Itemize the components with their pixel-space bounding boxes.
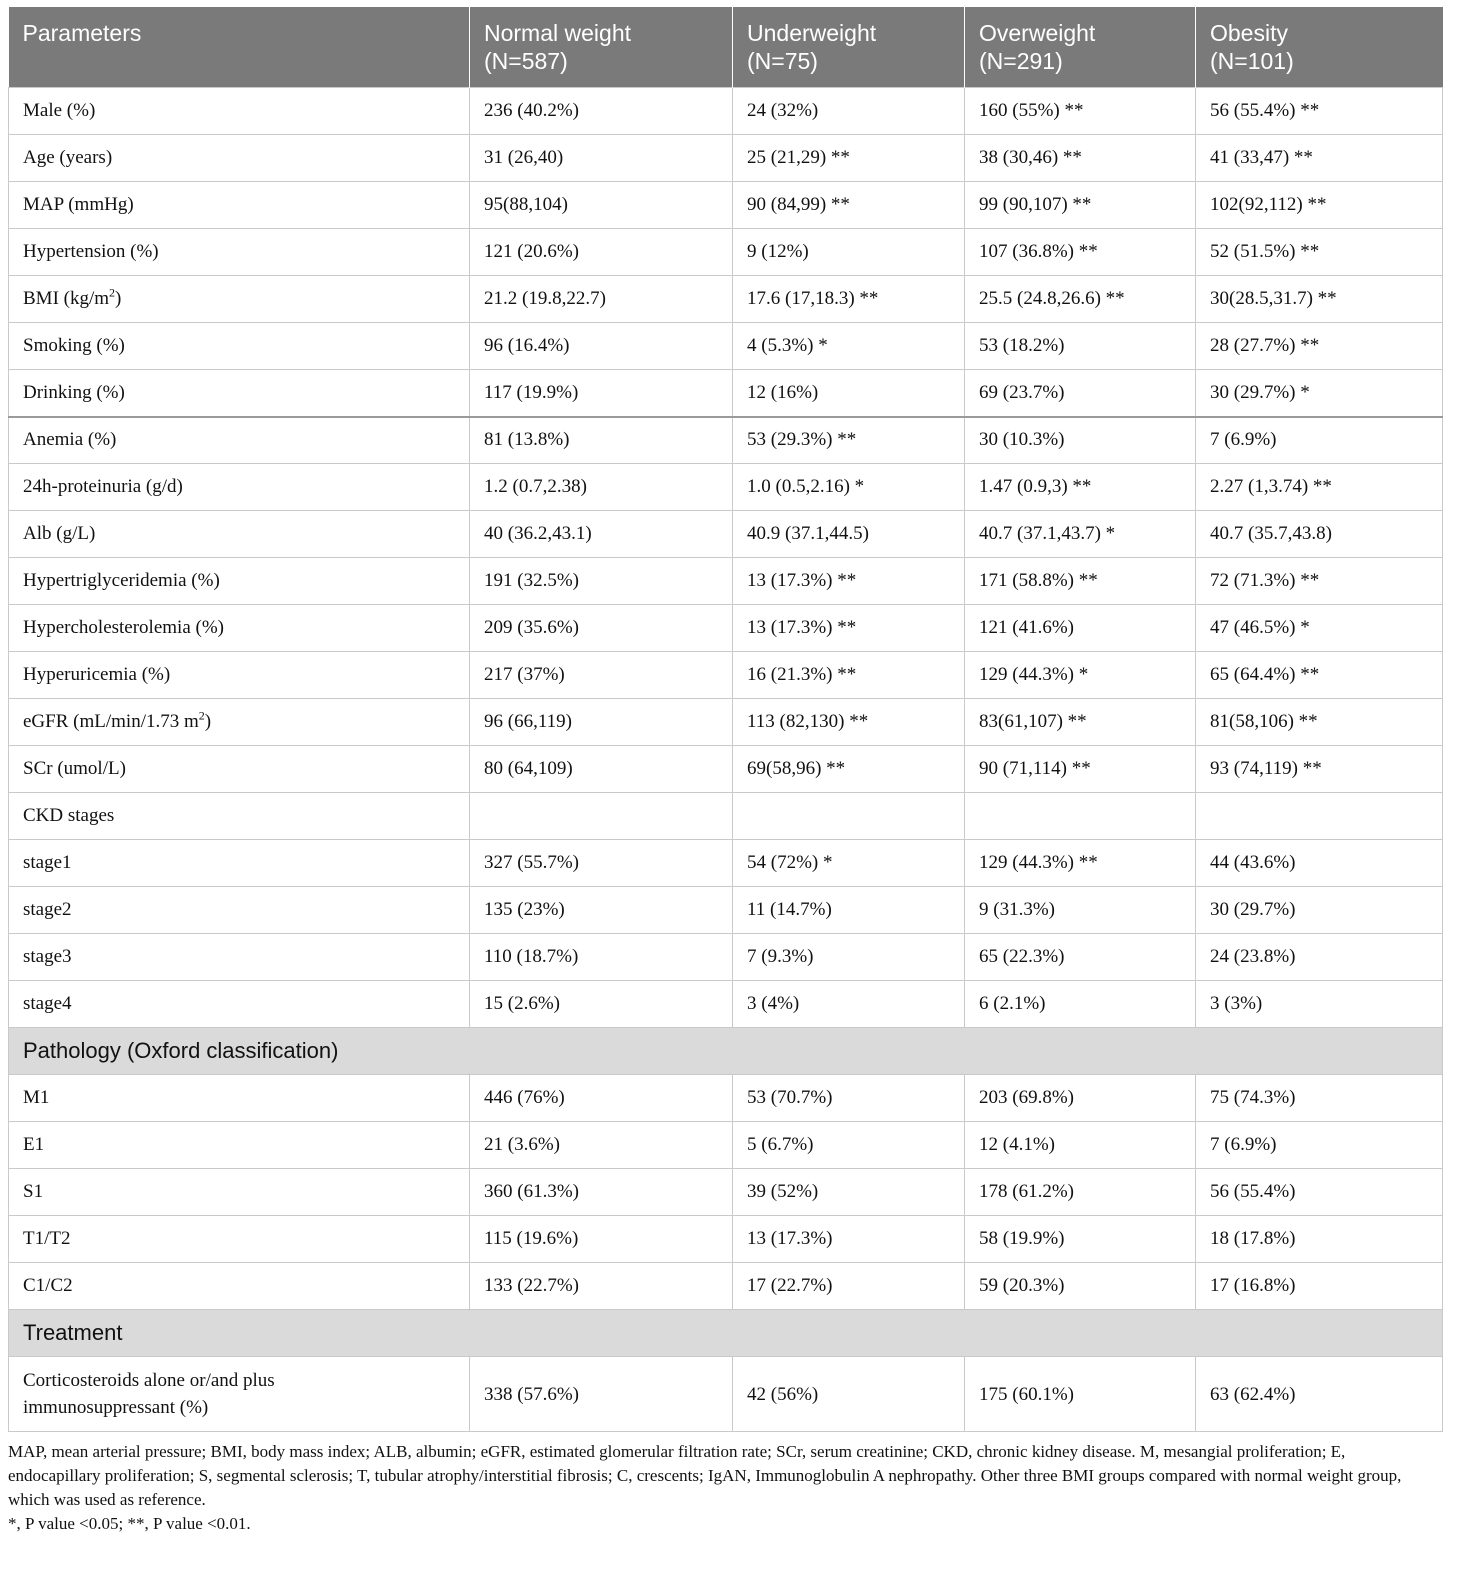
table-cell: 63 (62.4%) — [1196, 1357, 1443, 1432]
table-cell: 16 (21.3%) ** — [733, 652, 965, 699]
table-cell: 2.27 (1,3.74) ** — [1196, 464, 1443, 511]
table-cell: 117 (19.9%) — [470, 370, 733, 417]
column-header-count: (N=101) — [1210, 48, 1294, 74]
table-cell: 17 (16.8%) — [1196, 1263, 1443, 1310]
table-cell: 1.0 (0.5,2.16) * — [733, 464, 965, 511]
table-cell: 24 (32%) — [733, 88, 965, 135]
table-cell: 236 (40.2%) — [470, 88, 733, 135]
table-cell: 40.7 (37.1,43.7) * — [965, 511, 1196, 558]
table-cell: 1.47 (0.9,3) ** — [965, 464, 1196, 511]
section-title: Treatment — [9, 1310, 1443, 1357]
column-header — [733, 7, 965, 88]
table-cell: 25 (21,29) ** — [733, 135, 965, 182]
row-label: Hypertriglyceridemia (%) — [9, 558, 470, 605]
table-row — [9, 370, 1443, 417]
row-label: Alb (g/L) — [9, 511, 470, 558]
section-row — [9, 1028, 1443, 1075]
table-cell: 209 (35.6%) — [470, 605, 733, 652]
table-row — [9, 511, 1443, 558]
table-cell: 59 (20.3%) — [965, 1263, 1196, 1310]
table-row — [9, 934, 1443, 981]
table-cell: 30(28.5,31.7) ** — [1196, 276, 1443, 323]
table-row — [9, 417, 1443, 464]
column-header — [9, 7, 470, 88]
row-label — [9, 699, 470, 746]
row-label: Smoking (%) — [9, 323, 470, 370]
table-row — [9, 323, 1443, 370]
table-row — [9, 88, 1443, 135]
table-cell: 17 (22.7%) — [733, 1263, 965, 1310]
row-label: T1/T2 — [9, 1216, 470, 1263]
table-cell: 58 (19.9%) — [965, 1216, 1196, 1263]
table-cell: 30 (10.3%) — [965, 417, 1196, 464]
row-label: 24h-proteinuria (g/d) — [9, 464, 470, 511]
row-label: E1 — [9, 1122, 470, 1169]
table-cell: 5 (6.7%) — [733, 1122, 965, 1169]
table-cell: 53 (29.3%) ** — [733, 417, 965, 464]
column-header — [1196, 7, 1443, 88]
superscript: 2 — [198, 708, 205, 723]
table-cell: 42 (56%) — [733, 1357, 965, 1432]
table-cell: 3 (4%) — [733, 981, 965, 1028]
table-cell: 96 (66,119) — [470, 699, 733, 746]
column-header — [470, 7, 733, 88]
table-cell: 17.6 (17,18.3) ** — [733, 276, 965, 323]
row-label: S1 — [9, 1169, 470, 1216]
row-label: stage4 — [9, 981, 470, 1028]
table-cell: 102(92,112) ** — [1196, 182, 1443, 229]
table-cell: 41 (33,47) ** — [1196, 135, 1443, 182]
table-cell: 99 (90,107) ** — [965, 182, 1196, 229]
table-cell: 160 (55%) ** — [965, 88, 1196, 135]
significance-note: *, P value <0.05; **, P value <0.01. — [8, 1514, 251, 1533]
table-row — [9, 558, 1443, 605]
row-label: Drinking (%) — [9, 370, 470, 417]
table-cell: 6 (2.1%) — [965, 981, 1196, 1028]
table-cell: 81(58,106) ** — [1196, 699, 1443, 746]
table-cell: 90 (84,99) ** — [733, 182, 965, 229]
table-cell: 15 (2.6%) — [470, 981, 733, 1028]
table-row — [9, 887, 1443, 934]
row-label: Age (years) — [9, 135, 470, 182]
table-row — [9, 182, 1443, 229]
table-cell: 7 (6.9%) — [1196, 417, 1443, 464]
row-label: MAP (mmHg) — [9, 182, 470, 229]
table-cell: 53 (70.7%) — [733, 1075, 965, 1122]
table-cell: 21.2 (19.8,22.7) — [470, 276, 733, 323]
superscript: 2 — [109, 285, 116, 300]
table-cell: 54 (72%) * — [733, 840, 965, 887]
table-row — [9, 464, 1443, 511]
row-label: M1 — [9, 1075, 470, 1122]
table-cell: 39 (52%) — [733, 1169, 965, 1216]
table-cell: 40.9 (37.1,44.5) — [733, 511, 965, 558]
column-header-title: Underweight — [747, 20, 877, 46]
table-row — [9, 1263, 1443, 1310]
table-cell: 129 (44.3%) ** — [965, 840, 1196, 887]
table-cell: 52 (51.5%) ** — [1196, 229, 1443, 276]
table-cell: 24 (23.8%) — [1196, 934, 1443, 981]
table-cell: 13 (17.3%) — [733, 1216, 965, 1263]
row-label: SCr (umol/L) — [9, 746, 470, 793]
table-cell — [470, 793, 733, 840]
table-cell: 9 (31.3%) — [965, 887, 1196, 934]
column-header-title: Obesity — [1210, 20, 1288, 46]
table-cell: 121 (20.6%) — [470, 229, 733, 276]
table-body — [9, 88, 1443, 1432]
table-cell: 203 (69.8%) — [965, 1075, 1196, 1122]
table-cell: 30 (29.7%) * — [1196, 370, 1443, 417]
table-cell: 90 (71,114) ** — [965, 746, 1196, 793]
table-cell: 446 (76%) — [470, 1075, 733, 1122]
table-row — [9, 981, 1443, 1028]
table-row — [9, 1169, 1443, 1216]
table-cell: 178 (61.2%) — [965, 1169, 1196, 1216]
table-row — [9, 135, 1443, 182]
table-cell: 121 (41.6%) — [965, 605, 1196, 652]
table-cell: 360 (61.3%) — [470, 1169, 733, 1216]
row-label: C1/C2 — [9, 1263, 470, 1310]
label-text: ) — [204, 711, 212, 732]
table-cell: 18 (17.8%) — [1196, 1216, 1443, 1263]
table-cell: 13 (17.3%) ** — [733, 558, 965, 605]
table-cell: 25.5 (24.8,26.6) ** — [965, 276, 1196, 323]
abbreviations-note: MAP, mean arterial pressure; BMI, body mass index; ALB, albumin; eGFR, estimated glomerular filtration rate; SCr, serum creatinine; CKD, chronic kidney disease. M, mesangial proliferation; E, endocapillary proliferation; S, segmental sclerosis; T, tubular atrophy/interstitial fibrosis; C, crescents; IgAN, Immunoglobulin A nephropathy. Other three BMI groups compared with normal weight group, which was used as reference. — [8, 1442, 1402, 1509]
row-label — [9, 1357, 470, 1432]
table-row — [9, 652, 1443, 699]
header-row — [9, 7, 1443, 88]
table-cell: 65 (64.4%) ** — [1196, 652, 1443, 699]
row-label: stage1 — [9, 840, 470, 887]
table-cell: 3 (3%) — [1196, 981, 1443, 1028]
column-header-count: (N=587) — [484, 48, 568, 74]
table-row — [9, 605, 1443, 652]
row-label — [9, 276, 470, 323]
table-cell: 72 (71.3%) ** — [1196, 558, 1443, 605]
column-header-title: Parameters — [22, 20, 142, 46]
table-cell — [1196, 793, 1443, 840]
table-cell: 113 (82,130) ** — [733, 699, 965, 746]
table-cell: 12 (4.1%) — [965, 1122, 1196, 1169]
table-cell: 7 (6.9%) — [1196, 1122, 1443, 1169]
table-cell: 31 (26,40) — [470, 135, 733, 182]
column-header-title: Overweight — [979, 20, 1096, 46]
row-label: Hypercholesterolemia (%) — [9, 605, 470, 652]
table-header — [9, 7, 1443, 88]
table-cell: 9 (12%) — [733, 229, 965, 276]
table-cell: 69(58,96) ** — [733, 746, 965, 793]
table-footnotes — [8, 1440, 1442, 1536]
table-cell: 40.7 (35.7,43.8) — [1196, 511, 1443, 558]
row-label: Hypertension (%) — [9, 229, 470, 276]
table-cell: 135 (23%) — [470, 887, 733, 934]
table-cell: 11 (14.7%) — [733, 887, 965, 934]
table-cell: 93 (74,119) ** — [1196, 746, 1443, 793]
table-cell: 4 (5.3%) * — [733, 323, 965, 370]
table-cell: 171 (58.8%) ** — [965, 558, 1196, 605]
table-cell: 53 (18.2%) — [965, 323, 1196, 370]
table-row — [9, 1216, 1443, 1263]
table-row — [9, 840, 1443, 887]
row-label: Anemia (%) — [9, 417, 470, 464]
table-cell: 327 (55.7%) — [470, 840, 733, 887]
table-cell: 13 (17.3%) ** — [733, 605, 965, 652]
label-text: eGFR (mL/min/1.73 m — [23, 711, 199, 732]
document — [8, 7, 1442, 1536]
table-cell: 21 (3.6%) — [470, 1122, 733, 1169]
table-cell: 38 (30,46) ** — [965, 135, 1196, 182]
table-cell: 28 (27.7%) ** — [1196, 323, 1443, 370]
table-cell: 56 (55.4%) — [1196, 1169, 1443, 1216]
table-cell: 7 (9.3%) — [733, 934, 965, 981]
table-cell: 115 (19.6%) — [470, 1216, 733, 1263]
table-cell: 191 (32.5%) — [470, 558, 733, 605]
table-cell: 47 (46.5%) * — [1196, 605, 1443, 652]
section-row — [9, 1310, 1443, 1357]
table-cell: 12 (16%) — [733, 370, 965, 417]
row-label: Male (%) — [9, 88, 470, 135]
table-cell: 80 (64,109) — [470, 746, 733, 793]
table-cell: 1.2 (0.7,2.38) — [470, 464, 733, 511]
table-cell: 40 (36.2,43.1) — [470, 511, 733, 558]
baseline-characteristics-table — [8, 7, 1443, 1432]
column-header-count: (N=75) — [747, 48, 818, 74]
label-text: Corticosteroids alone or/and plus — [23, 1370, 275, 1391]
table-cell: 110 (18.7%) — [470, 934, 733, 981]
table-cell: 129 (44.3%) * — [965, 652, 1196, 699]
table-cell: 56 (55.4%) ** — [1196, 88, 1443, 135]
column-header — [965, 7, 1196, 88]
table-cell: 133 (22.7%) — [470, 1263, 733, 1310]
row-label: CKD stages — [9, 793, 470, 840]
table-cell: 175 (60.1%) — [965, 1357, 1196, 1432]
table-cell: 96 (16.4%) — [470, 323, 733, 370]
table-cell: 83(61,107) ** — [965, 699, 1196, 746]
label-text: BMI (kg/m — [23, 288, 110, 309]
table-cell: 338 (57.6%) — [470, 1357, 733, 1432]
table-cell: 107 (36.8%) ** — [965, 229, 1196, 276]
section-title: Pathology (Oxford classification) — [9, 1028, 1443, 1075]
table-row — [9, 229, 1443, 276]
label-text: ) — [115, 288, 122, 309]
row-label: stage3 — [9, 934, 470, 981]
table-row — [9, 276, 1443, 323]
row-label: stage2 — [9, 887, 470, 934]
table-cell — [733, 793, 965, 840]
table-row — [9, 793, 1443, 840]
table-cell — [965, 793, 1196, 840]
label-text: immunosuppressant (%) — [23, 1397, 209, 1418]
table-cell: 44 (43.6%) — [1196, 840, 1443, 887]
column-header-count: (N=291) — [979, 48, 1063, 74]
table-cell: 217 (37%) — [470, 652, 733, 699]
column-header-title: Normal weight — [484, 20, 631, 46]
table-cell: 69 (23.7%) — [965, 370, 1196, 417]
table-row — [9, 1075, 1443, 1122]
table-cell: 65 (22.3%) — [965, 934, 1196, 981]
table-row — [9, 699, 1443, 746]
table-row — [9, 1357, 1443, 1432]
table-row — [9, 1122, 1443, 1169]
row-label: Hyperuricemia (%) — [9, 652, 470, 699]
table-cell: 95(88,104) — [470, 182, 733, 229]
table-cell: 75 (74.3%) — [1196, 1075, 1443, 1122]
table-cell: 81 (13.8%) — [470, 417, 733, 464]
table-row — [9, 746, 1443, 793]
table-cell: 30 (29.7%) — [1196, 887, 1443, 934]
